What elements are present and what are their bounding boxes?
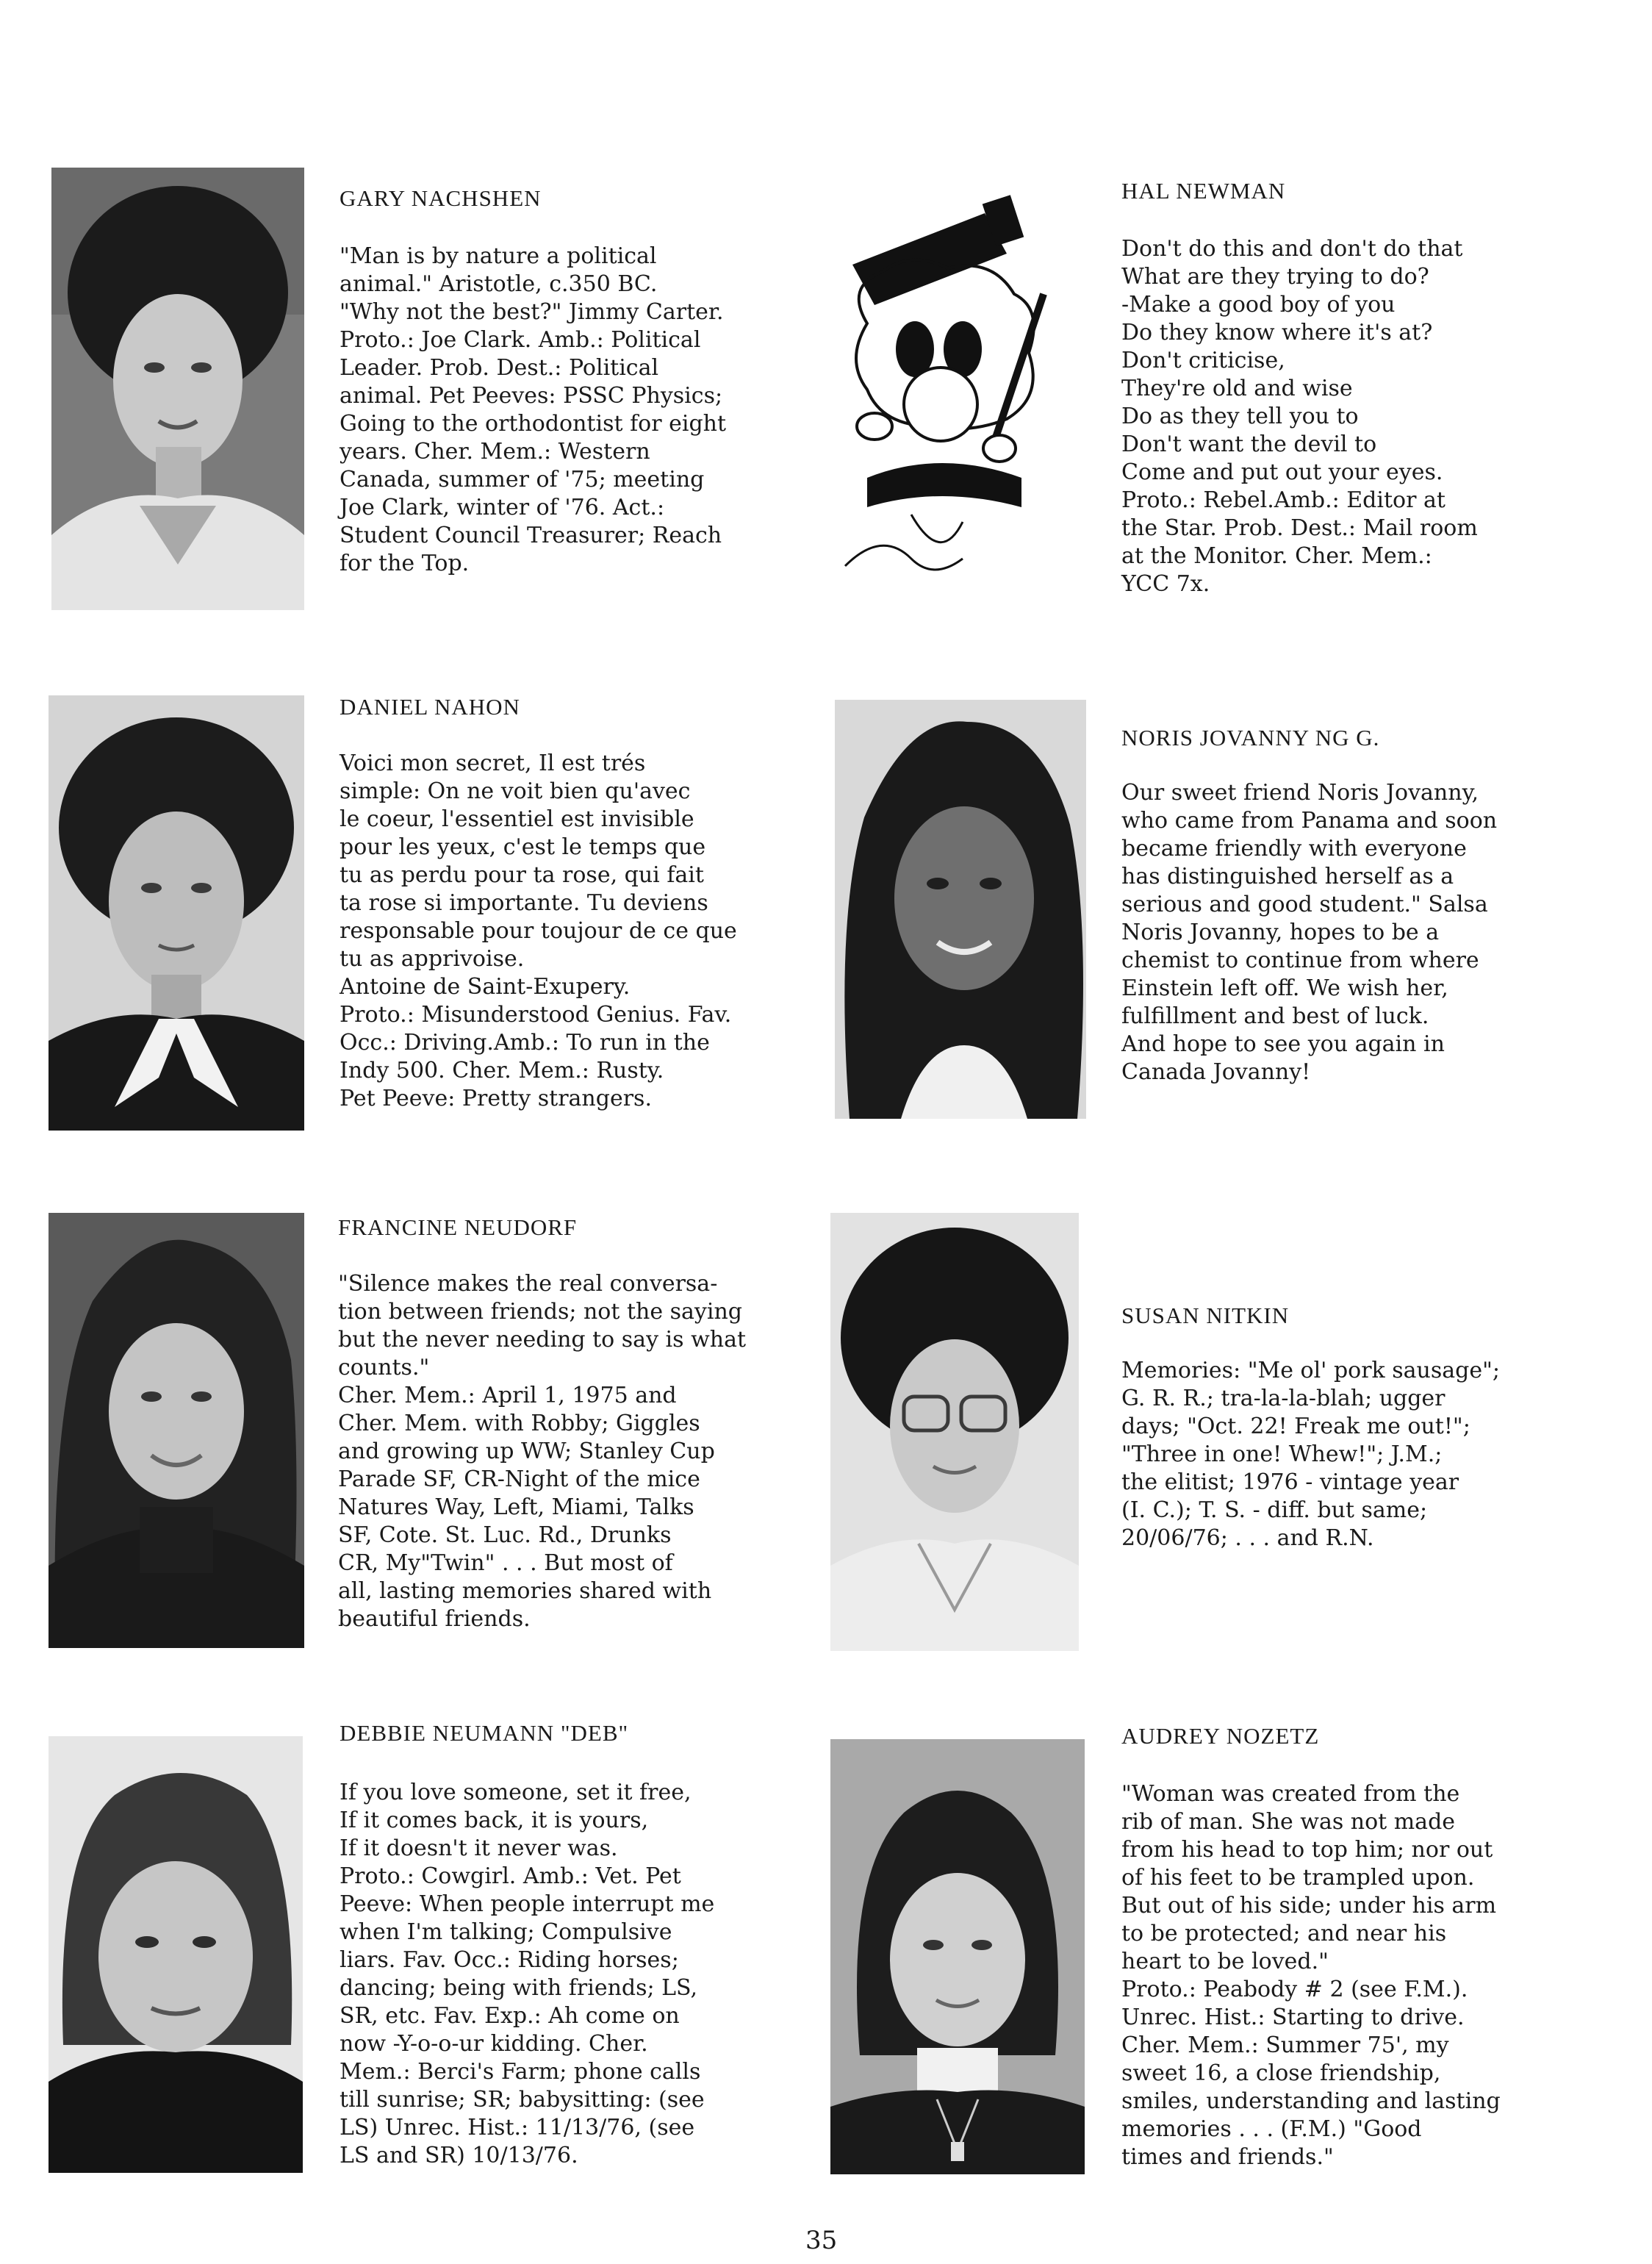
student-bio [1121, 1780, 1501, 2171]
bio-line: Indy 500. Cher. Mem.: Rusty. [340, 1058, 664, 1083]
bio-line: counts." [338, 1355, 430, 1380]
bio-line: Cher. Mem.: Summer 75', my [1121, 2032, 1449, 2058]
page-number: 35 [805, 2226, 838, 2255]
bio-line: They're old and wise [1121, 376, 1353, 401]
bio-line: of his feet to be trampled upon. [1121, 1865, 1475, 1891]
bio-line: liars. Fav. Occ.: Riding horses; [340, 1947, 679, 1973]
bio-line: "Why not the best?" Jimmy Carter. [340, 299, 724, 325]
bio-line: became friendly with everyone [1121, 836, 1467, 861]
bio-line: But out of his side; under his arm [1121, 1893, 1497, 1919]
bio-line: YCC 7x. [1121, 571, 1210, 597]
bio-line: And hope to see you again in [1121, 1031, 1445, 1057]
bio-line: Memories: "Me ol' pork sausage"; [1121, 1358, 1501, 1383]
bio-line: from his head to top him; nor out [1121, 1837, 1493, 1863]
bio-line: Einstein left off. We wish her, [1121, 975, 1448, 1001]
bio-line: smiles, understanding and lasting [1121, 2088, 1501, 2114]
student-bio [340, 243, 726, 578]
bio-line: tion between friends; not the saying [338, 1299, 742, 1325]
portrait-photo [49, 695, 304, 1131]
bio-line: Leader. Prob. Dest.: Political [340, 355, 659, 381]
bio-line: SF, Cote. St. Luc. Rd., Drunks [338, 1522, 672, 1548]
student-bio [340, 750, 737, 1113]
student-bio [1121, 1357, 1500, 1552]
bio-line: dancing; being with friends; LS, [340, 1975, 698, 2001]
cartoon-graduate-drawing [823, 184, 1080, 595]
bio-line: times and friends." [1121, 2144, 1334, 2170]
bio-line: Do as they tell you to [1121, 404, 1359, 429]
bio-line: Pet Peeve: Pretty strangers. [340, 1086, 652, 1111]
bio-line: Student Council Treasurer; Reach [340, 523, 722, 548]
bio-line: the Star. Prob. Dest.: Mail room [1121, 515, 1478, 541]
bio-line: Proto.: Misunderstood Genius. Fav. [340, 1002, 732, 1028]
student-bio [1121, 779, 1497, 1086]
bio-line: Don't want the devil to [1121, 431, 1377, 457]
bio-line: when I'm talking; Compulsive [340, 1919, 672, 1945]
bio-line: Canada Jovanny! [1121, 1059, 1311, 1085]
bio-line: Joe Clark, winter of '76. Act.: [340, 495, 665, 520]
student-name: SUSAN NITKIN [1121, 1303, 1290, 1328]
bio-line: If you love someone, set it free, [340, 1780, 692, 1805]
bio-line: but the never needing to say is what [338, 1327, 747, 1353]
student-name: GARY NACHSHEN [340, 185, 542, 211]
bio-line: chemist to continue from where [1121, 947, 1479, 973]
student-name: FRANCINE NEUDORF [338, 1214, 578, 1240]
bio-line: rib of man. She was not made [1121, 1809, 1456, 1835]
bio-line: (I. C.); T. S. - diff. but same; [1121, 1497, 1428, 1523]
bio-line: responsable pour toujour de ce que [340, 918, 737, 944]
bio-line: "Man is by nature a political [340, 243, 657, 269]
bio-line: pour les yeux, c'est le temps que [340, 834, 706, 860]
bio-line: animal." Aristotle, c.350 BC. [340, 271, 658, 297]
bio-line: has distinguished herself as a [1121, 864, 1454, 889]
bio-line: -Make a good boy of you [1121, 292, 1396, 318]
bio-line: If it doesn't it never was. [340, 1835, 618, 1861]
student-name: DEBBIE NEUMANN "DEB" [340, 1720, 629, 1746]
portrait-photo [49, 1213, 304, 1648]
bio-line: CR, My"Twin" . . . But most of [338, 1550, 673, 1576]
student-bio [338, 1270, 746, 1633]
bio-line: memories . . . (F.M.) "Good [1121, 2116, 1422, 2142]
bio-line: Do they know where it's at? [1121, 320, 1433, 345]
bio-line: tu as apprivoise. [340, 946, 525, 972]
bio-line: 20/06/76; . . . and R.N. [1121, 1525, 1374, 1551]
bio-line: Unrec. Hist.: Starting to drive. [1121, 2005, 1465, 2030]
bio-line: Proto.: Joe Clark. Amb.: Political [340, 327, 701, 353]
bio-line: Canada, summer of '75; meeting [340, 467, 705, 492]
bio-line: Voici mon secret, Il est trés [340, 751, 646, 776]
bio-line: years. Cher. Mem.: Western [340, 439, 650, 465]
bio-line: ta rose si importante. Tu deviens [340, 890, 708, 916]
bio-line: all, lasting memories shared with [338, 1578, 712, 1604]
bio-line: Our sweet friend Noris Jovanny, [1121, 780, 1479, 806]
portrait-photo [830, 1739, 1085, 2174]
portrait-photo [51, 168, 304, 610]
bio-line: fulfillment and best of luck. [1121, 1003, 1429, 1029]
bio-line: who came from Panama and soon [1121, 808, 1498, 834]
bio-line: "Silence makes the real conversa- [338, 1271, 718, 1297]
bio-line: serious and good student." Salsa [1121, 892, 1488, 917]
portrait-photo [49, 1736, 303, 2173]
bio-line: Proto.: Rebel.Amb.: Editor at [1121, 487, 1446, 513]
bio-line: animal. Pet Peeves: PSSC Physics; [340, 383, 723, 409]
bio-line: Going to the orthodontist for eight [340, 411, 727, 437]
student-name: NORIS JOVANNY NG G. [1121, 725, 1380, 751]
bio-line: tu as perdu pour ta rose, qui fait [340, 862, 704, 888]
bio-line: heart to be loved." [1121, 1949, 1329, 1974]
bio-line: to be protected; and near his [1121, 1921, 1447, 1946]
bio-line: Proto.: Peabody # 2 (see F.M.). [1121, 1977, 1468, 2002]
bio-line: Don't do this and don't do that [1121, 236, 1463, 262]
bio-line: What are they trying to do? [1121, 264, 1429, 290]
bio-line: le coeur, l'essentiel est invisible [340, 806, 694, 832]
bio-line: days; "Oct. 22! Freak me out!"; [1121, 1414, 1470, 1439]
bio-line: the elitist; 1976 - vintage year [1121, 1469, 1459, 1495]
bio-line: If it comes back, it is yours, [340, 1808, 649, 1833]
bio-line: G. R. R.; tra-la-la-blah; ugger [1121, 1386, 1446, 1411]
bio-line: "Three in one! Whew!"; J.M.; [1121, 1441, 1443, 1467]
bio-line: Antoine de Saint-Exupery. [340, 974, 631, 1000]
bio-line: Occ.: Driving.Amb.: To run in the [340, 1030, 710, 1056]
bio-line: Proto.: Cowgirl. Amb.: Vet. Pet [340, 1863, 681, 1889]
bio-line: LS) Unrec. Hist.: 11/13/76, (see [340, 2115, 695, 2141]
bio-line: Peeve: When people interrupt me [340, 1891, 715, 1917]
portrait-photo [835, 700, 1086, 1119]
portrait-photo [830, 1213, 1079, 1651]
student-name: AUDREY NOZETZ [1121, 1723, 1320, 1749]
bio-line: sweet 16, a close friendship, [1121, 2060, 1441, 2086]
bio-line: Mem.: Berci's Farm; phone calls [340, 2059, 701, 2085]
bio-line: at the Monitor. Cher. Mem.: [1121, 543, 1432, 569]
bio-line: SR, etc. Fav. Exp.: Ah come on [340, 2003, 680, 2029]
bio-line: Don't criticise, [1121, 348, 1285, 373]
bio-line: and growing up WW; Stanley Cup [338, 1439, 715, 1464]
bio-line: beautiful friends. [338, 1606, 531, 1632]
bio-line: "Woman was created from the [1121, 1781, 1460, 1807]
bio-line: now -Y-o-o-ur kidding. Cher. [340, 2031, 648, 2057]
bio-line: Natures Way, Left, Miami, Talks [338, 1494, 694, 1520]
student-name: DANIEL NAHON [340, 694, 520, 720]
bio-line: Noris Jovanny, hopes to be a [1121, 920, 1440, 945]
bio-line: LS and SR) 10/13/76. [340, 2143, 578, 2168]
student-name: HAL NEWMAN [1121, 178, 1286, 204]
bio-line: Parade SF, CR-Night of the mice [338, 1466, 700, 1492]
bio-line: Come and put out your eyes. [1121, 459, 1443, 485]
bio-line: Cher. Mem. with Robby; Giggles [338, 1411, 700, 1436]
student-bio [1121, 235, 1478, 598]
bio-line: for the Top. [340, 551, 470, 576]
bio-line: Cher. Mem.: April 1, 1975 and [338, 1383, 677, 1408]
bio-line: simple: On ne voit bien qu'avec [340, 778, 691, 804]
bio-line: till sunrise; SR; babysitting: (see [340, 2087, 705, 2113]
student-bio [340, 1779, 714, 2170]
